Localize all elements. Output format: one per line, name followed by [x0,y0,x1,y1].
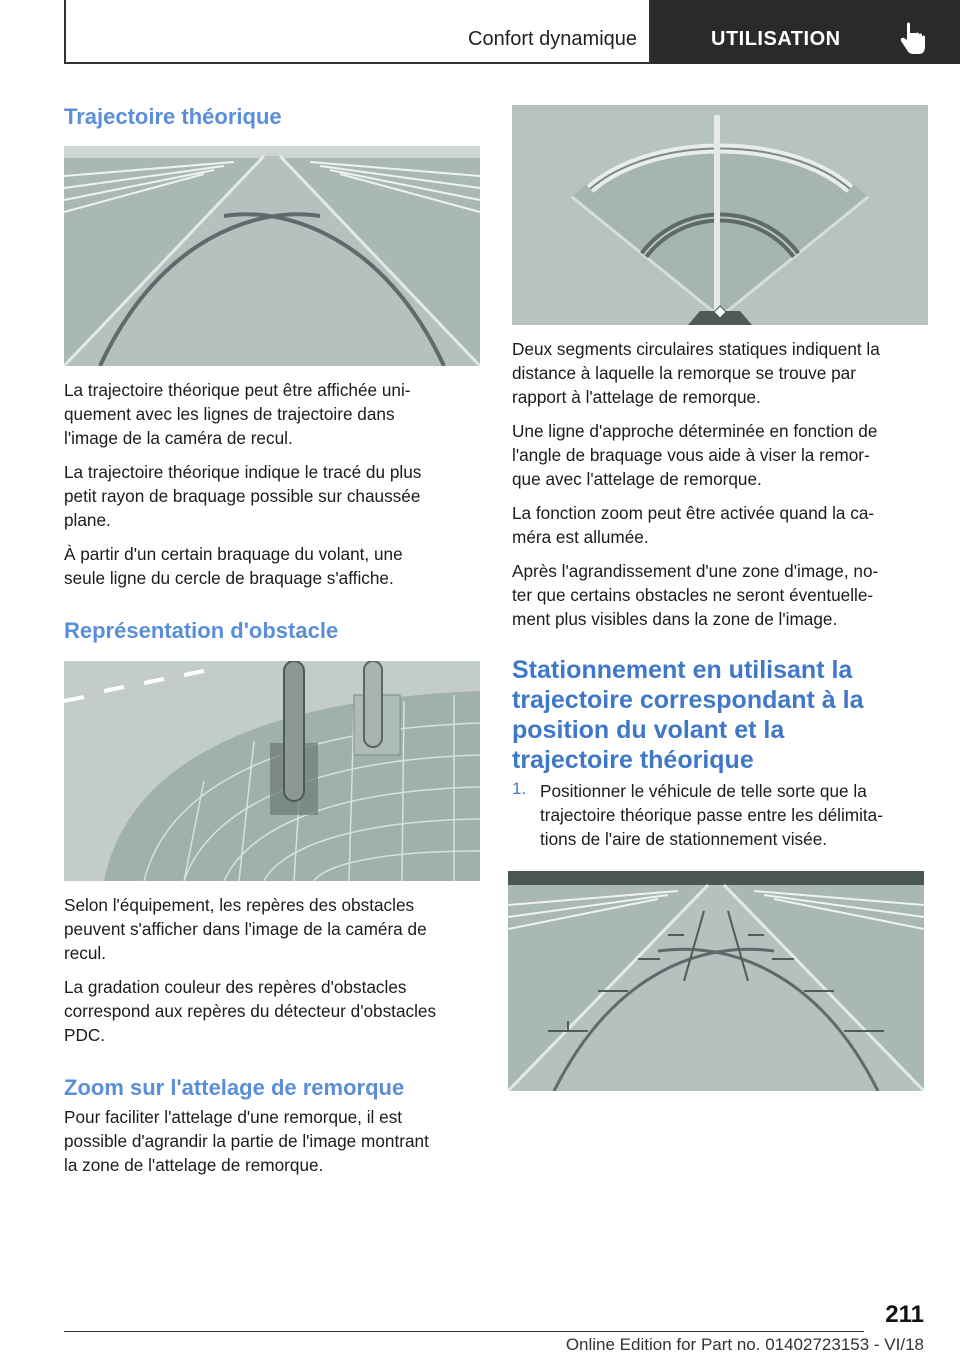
text-line: Une ligne d'approche déterminée en fonction de [512,421,878,441]
text-line: PDC. [64,1024,106,1045]
heading-line: trajectoire correspondant à la [512,686,864,714]
text-line: Deux segments circulaires statiques indiquent la [512,339,880,359]
page-number: 211 [885,1301,924,1328]
text-line: recul. [64,942,107,963]
header-section-title: Confort dynamique [468,28,637,50]
footer-divider [64,1331,864,1332]
text-line: La gradation couleur des repères d'obstacles [64,976,407,997]
left-column [64,100,480,1177]
heading-line: trajectoire théorique [512,746,754,774]
text-line: Pour faciliter l'attelage d'une remorque, il est [64,1107,403,1128]
text-line: la zone de l'attelage de remorque. [64,1155,324,1176]
text-line: tions de l'aire de stationnement visée. [540,829,828,849]
right-column [512,100,928,1091]
text-line: seule ligne du cercle de braquage s'affiche. [64,568,394,589]
text-line: quement avec les lignes de trajectoire dans [64,404,395,425]
text-line: l'angle de braquage vous aide à viser la remor- [512,445,870,465]
figure-trailer-hitch-zoom [512,105,928,325]
heading-zoom-attelage: Zoom sur l'attelage de remorque [64,1074,405,1100]
page-header [64,0,960,64]
text-line: À partir d'un certain braquage du volant, une [64,544,403,565]
text-line: petit rayon de braquage possible sur chaussée [64,486,421,507]
text-line: Selon l'équipement, les repères des obstacles [64,894,415,915]
header-chapter-title: UTILISATION [711,28,841,50]
text-line: La trajectoire théorique indique le tracé du plus [64,462,422,483]
heading-stationnement [512,655,928,775]
text-line: Positionner le véhicule de telle sorte que la [540,781,867,801]
text-line: ment plus visibles dans la zone de l'image. [512,609,838,629]
header-chapter-box [651,0,960,64]
step-1 [512,779,928,851]
text-line: l'image de la caméra de recul. [64,428,293,449]
text-line: peuvent s'afficher dans l'image de la caméra de [64,918,427,939]
text-line: possible d'agrandir la partie de l'image montrant [64,1131,429,1152]
step-number: 1. [512,779,527,798]
text-line: ter que certains obstacles ne seront éventuelle- [512,585,874,605]
figure-theoretical-trajectory [64,146,480,366]
text-line: plane. [64,510,111,531]
text-line: trajectoire théorique passe entre les délimita- [540,805,883,825]
heading-line: position du volant et la [512,716,785,744]
heading-representation-obstacle: Représentation d'obstacle [64,618,339,644]
figure-parking-trajectory [508,871,924,1091]
text-line: La fonction zoom peut être activée quand la ca- [512,503,875,523]
header-section-box [64,0,651,64]
text-line: correspond aux repères du détecteur d'obstacles [64,1000,437,1021]
heading-line: Stationnement en utilisant la [512,656,853,684]
text-line: La trajectoire théorique peut être affichée uni- [64,380,411,401]
text-line: méra est allumée. [512,527,649,547]
hand-pointer-icon [899,22,927,56]
heading-trajectoire-theorique: Trajectoire théorique [64,104,282,129]
text-line: que avec l'attelage de remorque. [512,469,762,489]
text-line: rapport à l'attelage de remorque. [512,387,761,407]
figure-obstacle-representation [64,661,480,881]
text-line: distance à laquelle la remorque se trouve par [512,363,856,383]
footer-edition: Online Edition for Part no. 01402723153 - VI/18 [565,1335,924,1354]
text-line: Après l'agrandissement d'une zone d'image, no- [512,561,879,581]
